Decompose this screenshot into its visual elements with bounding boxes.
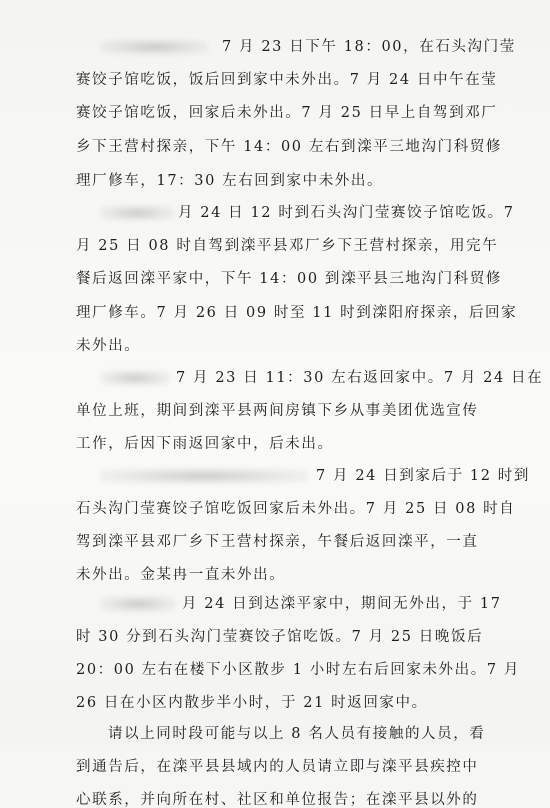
text-line: 理厂修车，17：30 左右回到家中未外出。	[76, 173, 384, 189]
text-line: 7 月 23 日 11：30 左右返回家中。7 月 24 日在	[176, 370, 544, 386]
text-line: 到通告后，在滦平县县域内的人员请立即与滦平县疾控中	[76, 759, 479, 775]
text-line: 餐后返回滦平家中，下午 14：00 到滦平县三地沟门科贸修	[76, 271, 503, 287]
text-line: 月 24 日到达滦平家中，期间无外出，于 17	[182, 596, 502, 612]
text-line: 未外出。金某冉一直未外出。	[76, 567, 286, 583]
text-line: 心联系，并向所在村、社区和单位报告；在滦平县以外的	[76, 792, 479, 808]
text-line: 20：00 左右在楼下小区散步 1 小时左右后回家未外出。7 月	[76, 662, 520, 678]
redacted-name-blur	[100, 39, 208, 55]
text-line: 请以上同时段可能与以上 8 名人员有接触的人员，看	[108, 726, 486, 742]
text-line: 月 24 日 12 时到石头沟门莹赛饺子馆吃饭。7	[178, 205, 515, 221]
text-line: 赛饺子馆吃饭，饭后回到家中未外出。7 月 24 日中午在莹	[76, 72, 498, 88]
redacted-name-blur	[100, 468, 308, 484]
text-line: 单位上班，期间到滦平县两间房镇下乡从事美团优选宣传	[76, 403, 479, 419]
redacted-name-blur	[100, 205, 174, 221]
text-line: 赛饺子馆吃饭，回家后未外出。7 月 25 日早上自驾到邓厂	[76, 105, 498, 121]
text-line: 驾到滦平县邓厂乡下王营村探亲，午餐后返回滦平，一直	[76, 534, 479, 550]
text-line: 月 25 日 08 时自驾到滦平县邓厂乡下王营村探亲，用完午	[76, 238, 499, 254]
text-line: 未外出。	[76, 338, 141, 354]
text-line: 理厂修车。7 月 26 日 09 时至 11 时到滦阳府探亲，后回家	[76, 305, 518, 321]
text-line: 26 日在小区内散步半小时，于 21 时返回家中。	[76, 695, 428, 711]
text-line: 时 30 分到石头沟门莹赛饺子馆吃饭。7 月 25 日晚饭后	[76, 629, 484, 645]
text-line: 石头沟门莹赛饺子馆吃饭回家后未外出。7 月 25 日 08 时自	[76, 501, 516, 517]
text-line: 7 月 24 日到家后于 12 时到	[316, 468, 530, 484]
text-line: 工作，后因下雨返回家中，后未出。	[76, 436, 334, 452]
redacted-name-blur	[100, 596, 176, 612]
text-line: 7 月 23 日下午 18：00，在石头沟门莹	[222, 39, 516, 55]
text-line: 乡下王营村探亲，下午 14：00 左右到滦平三地沟门科贸修	[76, 139, 503, 155]
redacted-name-blur	[100, 370, 170, 386]
